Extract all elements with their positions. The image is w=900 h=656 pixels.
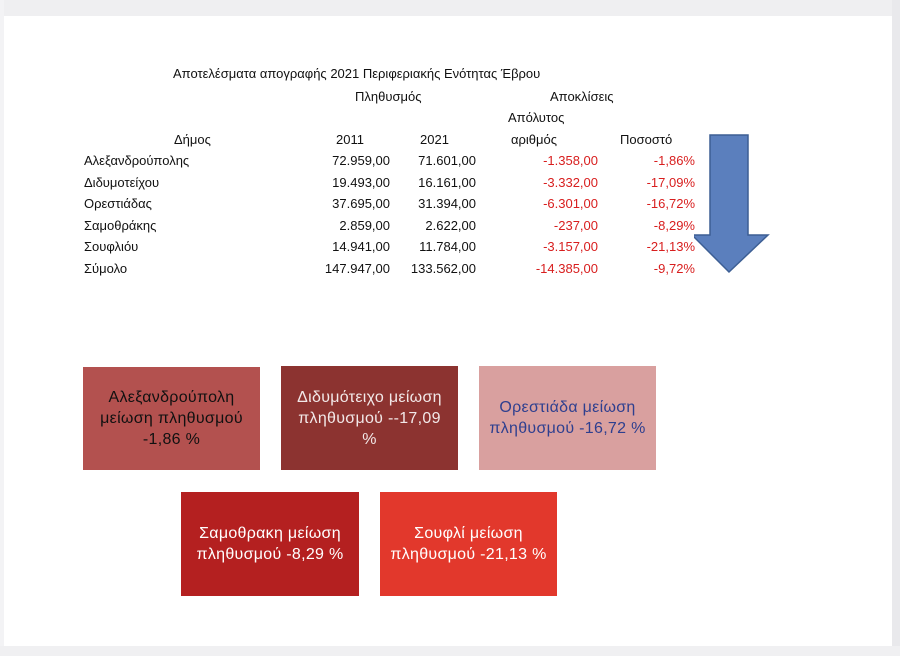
row-absolute: -14.385,00 (535, 261, 598, 276)
row-2011: 147.947,00 (324, 261, 390, 276)
municipality-header: Δήμος (174, 132, 211, 147)
absolute-header-line1: Απόλυτος (508, 110, 565, 125)
row-municipality: Σύμολο (84, 261, 128, 276)
row-2011: 72.959,00 (332, 153, 390, 168)
row-municipality: Ορεστιάδας (84, 196, 152, 211)
year-2021-header: 2021 (420, 132, 449, 147)
row-percent: -21,13% (646, 239, 695, 254)
row-absolute: -237,00 (553, 218, 598, 233)
row-2021: 31.394,00 (418, 196, 476, 211)
row-percent: -1,86% (653, 153, 695, 168)
deviations-group-header: Αποκλίσεις (550, 89, 614, 104)
row-2021: 11.784,00 (419, 239, 476, 254)
summary-box-orestiada (479, 366, 656, 470)
population-group-header: Πληθυσμός (355, 89, 422, 104)
row-2021: 133.562,00 (410, 261, 476, 276)
summary-box-samothraki (181, 492, 359, 596)
row-absolute: -6.301,00 (543, 196, 598, 211)
down-arrow-icon (694, 134, 770, 274)
summary-box-alexandroupoli (83, 367, 260, 470)
row-absolute: -3.157,00 (543, 239, 598, 254)
row-absolute: -1.358,00 (543, 153, 598, 168)
year-2011-header: 2011 (336, 132, 364, 147)
summary-box-didymoteicho (281, 366, 458, 470)
row-municipality: Αλεξανδρούπολης (84, 153, 190, 168)
left-frame (0, 0, 4, 656)
row-percent: -17,09% (646, 175, 695, 190)
row-municipality: Σαμοθράκης (84, 218, 157, 233)
percent-header: Ποσοστό (620, 132, 673, 147)
row-2021: 71.601,00 (418, 153, 476, 168)
summary-box-soufli (380, 492, 557, 596)
absolute-header-line2: αριθμός (511, 132, 558, 147)
row-percent: -16,72% (646, 196, 695, 211)
row-2021: 2.622,00 (425, 218, 476, 233)
summary-box-text: Σουφλί μείωση πληθυσμού -21,13 % (390, 525, 547, 563)
row-absolute: -3.332,00 (543, 175, 598, 190)
row-percent: -9,72% (653, 261, 695, 276)
row-percent: -8,29% (653, 218, 695, 233)
bottom-frame (0, 646, 900, 656)
table-title: Αποτελέσματα απογραφής 2021 Περιφεριακής Ενότητας Έβρου (173, 66, 541, 81)
row-2011: 19.493,00 (332, 175, 390, 190)
row-municipality: Διδυμοτείχου (84, 175, 160, 190)
summary-box-text: Διδυμότειχο μείωση πληθυσμού --17,09 % (297, 388, 442, 448)
summary-box-text: Σαμοθρακη μείωση πληθυσμού -8,29 % (196, 525, 344, 563)
row-2011: 37.695,00 (332, 196, 390, 211)
right-frame (892, 0, 900, 656)
row-2021: 16.161,00 (418, 175, 476, 190)
row-municipality: Σουφλιόυ (84, 239, 139, 254)
summary-box-text: Αλεξανδρούπολη μείωση πληθυσμού -1,86 % (100, 389, 243, 448)
top-frame (0, 0, 900, 16)
row-2011: 2.859,00 (339, 218, 390, 233)
summary-box-text: Ορεστιάδα μείωση πληθυσμού -16,72 % (489, 399, 646, 437)
row-2011: 14.941,00 (332, 239, 390, 254)
